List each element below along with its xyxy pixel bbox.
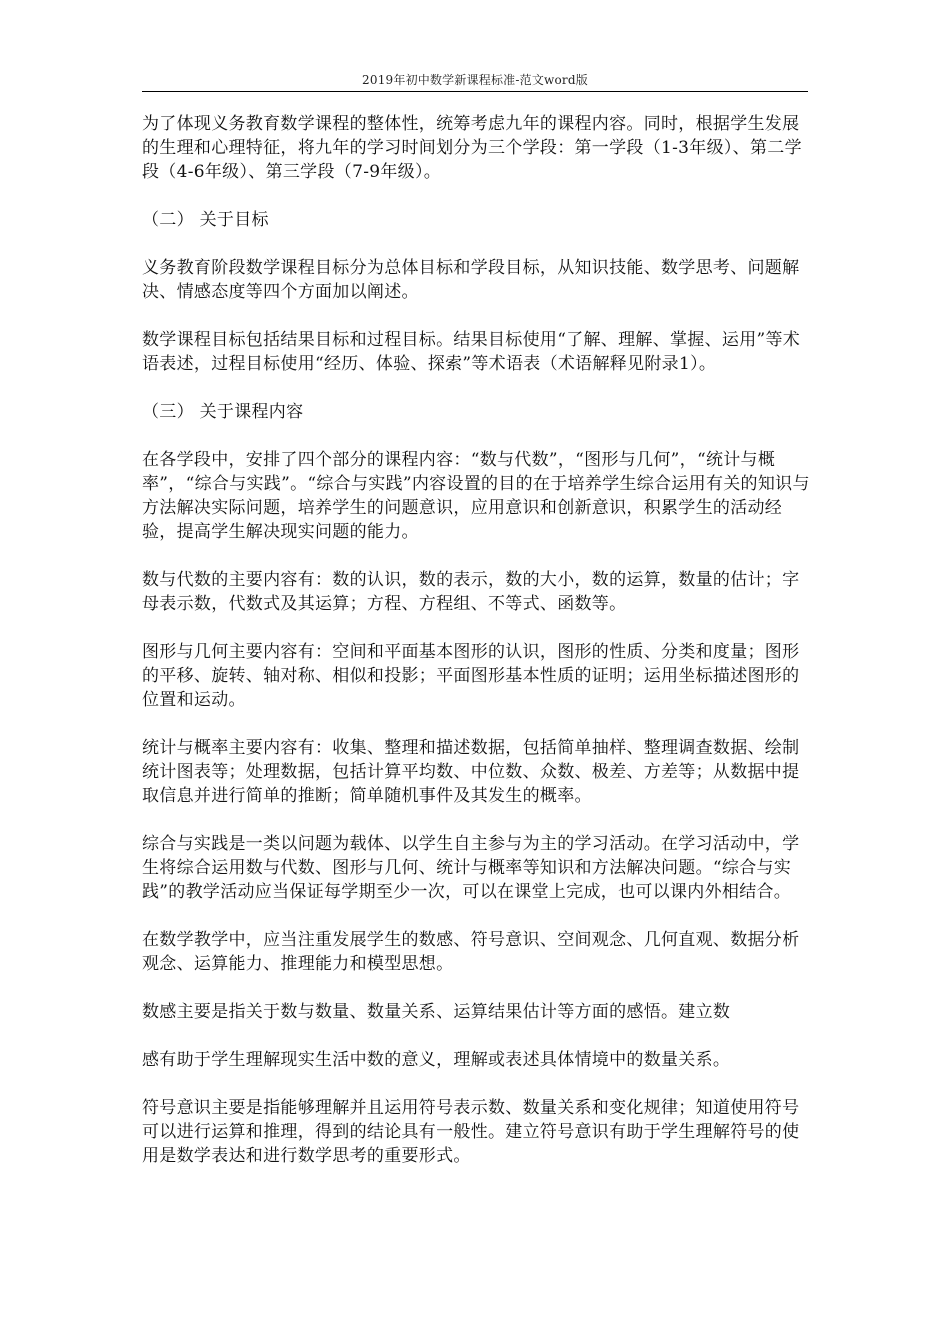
paragraph-goals-overview: 义务教育阶段数学课程目标分为总体目标和学段目标，从知识技能、数学思考、问题解决、情感态度等四个方面加以阐述。 — [142, 258, 800, 302]
paragraph-number-algebra: 数与代数的主要内容有：数的认识，数的表示，数的大小，数的运算，数量的估计；字母表示数，代数式及其运算；方程、方程组、不等式、函数等。 — [142, 570, 800, 614]
paragraph-symbol-sense: 符号意识主要是指能够理解并且运用符号表示数、数量关系和变化规律；知道使用符号可以进行运算和推理，得到的结论具有一般性。建立符号意识有助于学生理解符号的使用是数学表达和进行数学思考的重要形式。 — [142, 1098, 800, 1166]
paragraph-content-parts: 在各学段中，安排了四个部分的课程内容：“数与代数”，“图形与几何”，“统计与概率”，“综合与实践”。“综合与实践”内容设置的目的在于培养学生综合运用有关的知识与方法解决实际问题，培养学生的问题意识，应用意识和创新意识，积累学生的活动经验，提高学生解决现实问题的能力。 — [142, 450, 810, 542]
paragraph-number-sense-1: 数感主要是指关于数与数量、数量关系、运算结果估计等方面的感悟。建立数 — [142, 1002, 731, 1022]
paragraph-practice: 综合与实践是一类以问题为载体、以学生自主参与为主的学习活动。在学习活动中，学生将综合运用数与代数、图形与几何、统计与概率等知识和方法解决问题。“综合与实践”的教学活动应当保证每学期至少一次，可以在课堂上完成，也可以课内外相结合。 — [142, 834, 800, 902]
paragraph-teaching-focus: 在数学教学中，应当注重发展学生的数感、符号意识、空间观念、几何直观、数据分析观念、运算能力、推理能力和模型思想。 — [142, 930, 800, 974]
paragraph-goals-types: 数学课程目标包括结果目标和过程目标。结果目标使用“了解、理解、掌握、运用”等术语表述，过程目标使用“经历、体验、探索”等术语表（术语解释见附录1）。 — [142, 330, 801, 374]
paragraph-intro: 为了体现义务教育数学课程的整体性，统筹考虑九年的课程内容。同时，根据学生发展的生理和心理特征，将九年的学习时间划分为三个学段：第一学段（1-3年级）、第二学段（4-6年级）、第三学段（7-9年级）。 — [142, 114, 802, 182]
page-header: 2019年初中数学新课程标准-范文word版 — [142, 73, 808, 92]
paragraph-geometry: 图形与几何主要内容有：空间和平面基本图形的认识，图形的性质、分类和度量；图形的平移、旋转、轴对称、相似和投影；平面图形基本性质的证明；运用坐标描述图形的位置和运动。 — [142, 642, 800, 710]
document-body — [142, 112, 810, 1192]
paragraph-number-sense-2: 感有助于学生理解现实生活中数的意义，理解或表述具体情境中的数量关系。 — [142, 1050, 731, 1070]
section-heading-goals: （二） 关于目标 — [142, 210, 269, 230]
section-heading-content: （三） 关于课程内容 — [142, 402, 304, 422]
paragraph-statistics: 统计与概率主要内容有：收集、整理和描述数据，包括简单抽样、整理调查数据、绘制统计图表等；处理数据，包括计算平均数、中位数、众数、极差、方差等；从数据中提取信息并进行简单的推断；简单随机事件及其发生的概率。 — [142, 738, 800, 806]
